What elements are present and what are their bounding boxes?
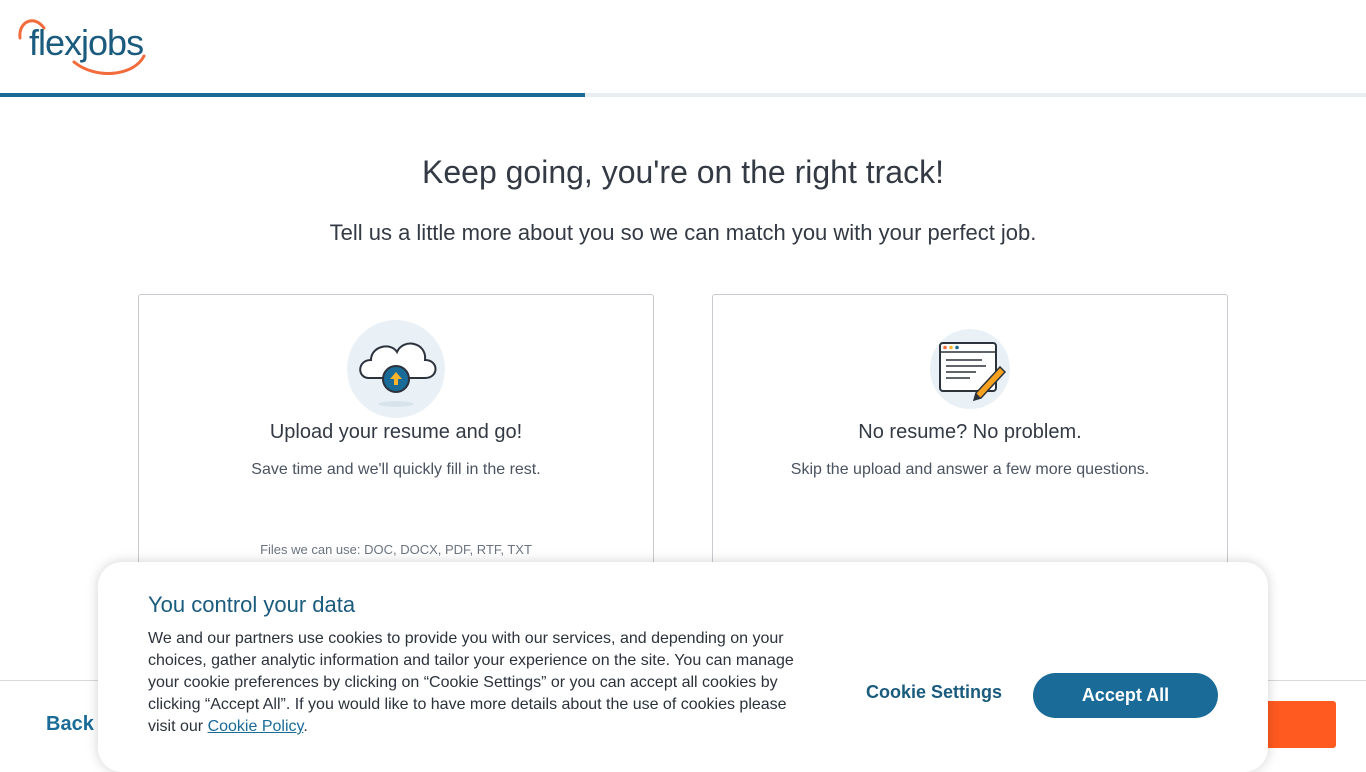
progress-bar-fill <box>0 93 585 97</box>
document-pencil-icon <box>930 329 1010 414</box>
upload-resume-card[interactable] <box>138 294 654 584</box>
accept-all-button[interactable]: Accept All <box>1033 673 1218 718</box>
flexjobs-logo[interactable] <box>16 16 148 76</box>
page-subtitle: Tell us a little more about you so we can match you with your perfect job. <box>329 220 1037 245</box>
cookie-consent-banner <box>98 562 1268 772</box>
cookie-policy-link[interactable]: Cookie Policy <box>207 718 304 735</box>
progress-bar <box>0 93 1366 97</box>
logo-text: flexjobs <box>29 22 144 63</box>
next-button[interactable] <box>1262 701 1336 748</box>
no-resume-card[interactable] <box>712 294 1228 584</box>
no-resume-card-description: Skip the upload and answer a few more questions. <box>790 461 1150 478</box>
back-button[interactable]: Back <box>46 713 94 735</box>
cloud-upload-icon <box>347 320 445 423</box>
page-title: Keep going, you're on the right track! <box>422 154 944 190</box>
upload-card-title: Upload your resume and go! <box>269 421 523 443</box>
cookie-banner-title: You control your data <box>148 592 356 617</box>
upload-card-description: Save time and we'll quickly fill in the rest. <box>251 461 541 478</box>
header <box>0 0 1366 93</box>
cookie-settings-button[interactable]: Cookie Settings <box>866 682 1003 702</box>
cookie-banner-body: We and our partners use cookies to provide you with our services, and depending on your choices, gather analytic information and tailor your experience on the site. You can manage your cookie preferences by clicking on “Cookie Settings” or you can accept all cookies by clicking “Accept All”. If you would like to have more details about the use of cookies please visit our <box>148 630 794 735</box>
accepted-file-types: Files we can use: DOC, DOCX, PDF, RTF, TXT <box>260 542 532 557</box>
no-resume-card-title: No resume? No problem. <box>858 421 1082 443</box>
cookie-banner-text <box>148 628 808 738</box>
cookie-banner-text-end: . <box>303 718 308 735</box>
